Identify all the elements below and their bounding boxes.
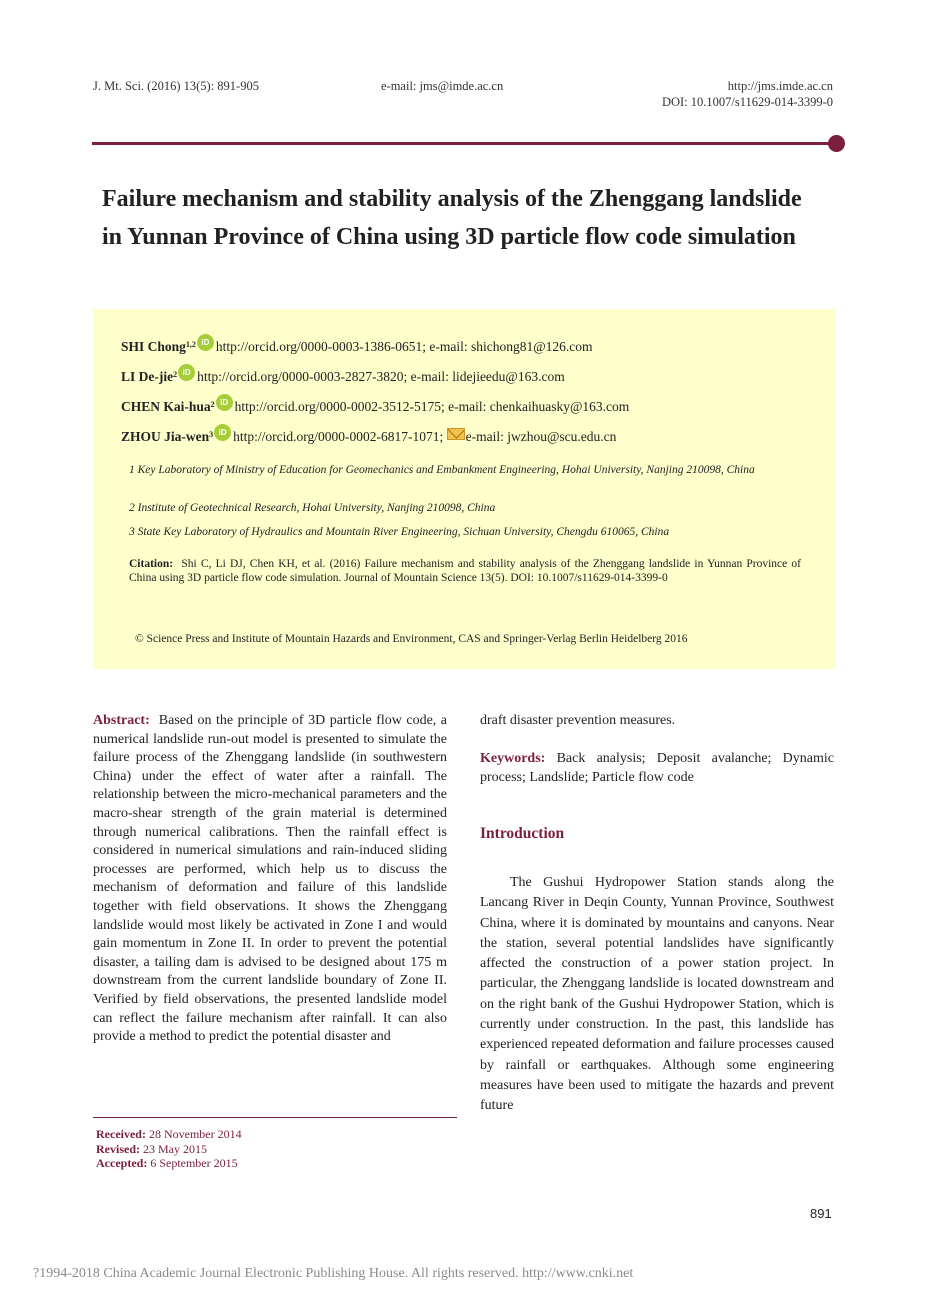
introduction-heading: Introduction (480, 825, 565, 842)
affiliation-text: 1 Key Laboratory of Ministry of Education for Geomechanics and Embankment Engineering, Hohai University, Nanjing 210098, China (129, 464, 755, 476)
abstract (93, 712, 447, 1047)
copyright: © Science Press and Institute of Mountain Hazards and Environment, CAS and Springer-Verlag Berlin Heidelberg 2016 (135, 633, 688, 645)
received-label: Received: (96, 1127, 146, 1141)
author-row-1 (121, 338, 593, 355)
keywords-text: Back analysis; Deposit avalanche; Dynamic process; Landslide; Particle flow code (480, 751, 835, 785)
paper-title: Failure mechanism and stability analysis of the Zhenggang landslide in Yunnan Province of China using 3D particle flow code simulation (102, 186, 802, 250)
author-row-2 (121, 368, 565, 385)
author-name: SHI Chong (121, 338, 186, 354)
citation-text: Shi C, Li DJ, Chen KH, et al. (2016) Failure mechanism and stability analysis of the Zhenggang landslide in Yunnan Province of China using 3D particle flow code simulation. Journal of Mountain Science 13(5). DOI: 10.1007/s11629-014-3399-0 (129, 558, 801, 584)
header-rule-dot (828, 135, 845, 152)
author-contact[interactable]: http://orcid.org/0000-0002-3512-5175; e-mail: chenkaihuasky@163.com (234, 398, 630, 414)
orcid-icon[interactable]: iD (178, 364, 195, 381)
author-name: ZHOU Jia-wen (121, 428, 210, 444)
author-affiliation-sup: 2 (173, 370, 178, 379)
keywords (480, 750, 834, 787)
received-date: 28 November 2014 (148, 1127, 242, 1141)
journal-url[interactable]: http://jms.imde.ac.cn (727, 79, 833, 93)
header-rule (92, 142, 832, 145)
citation-label: Citation: (129, 558, 174, 570)
article-dates (96, 1127, 242, 1171)
orcid-icon[interactable]: iD (214, 424, 231, 441)
author-contact[interactable]: http://orcid.org/0000-0003-1386-0651; e-mail: shichong81@126.com (215, 338, 593, 354)
author-row-3 (121, 398, 629, 415)
affiliation-3: 3 State Key Laboratory of Hydraulics and Mountain River Engineering, Sichuan University, Chengdu 610065, China (129, 526, 670, 538)
abstract-continuation: draft disaster prevention measures. (480, 713, 676, 728)
author-affiliation-sup: 2 (210, 400, 215, 409)
author-affiliation-sup: 1,2 (185, 340, 196, 349)
dates-rule (93, 1117, 457, 1118)
journal-reference: J. Mt. Sci. (2016) 13(5): 891-905 (93, 79, 259, 93)
abstract-label: Abstract: (93, 713, 150, 728)
citation (129, 557, 801, 585)
page-number: 891 (810, 1206, 832, 1221)
author-contact[interactable]: http://orcid.org/0000-0003-2827-3820; e-mail: lidejieedu@163.com (197, 368, 565, 384)
author-name: LI De-jie (121, 368, 174, 384)
revised-date: 23 May 2015 (143, 1141, 207, 1156)
envelope-icon (447, 428, 465, 440)
orcid-icon[interactable]: iD (216, 394, 233, 411)
accepted-date: 6 September 2015 (150, 1156, 238, 1170)
author-row-4 (121, 428, 616, 445)
journal-email[interactable]: e-mail: jms@imde.ac.cn (381, 79, 504, 93)
accepted-label: Accepted: (96, 1156, 148, 1170)
doi: DOI: 10.1007/s11629-014-3399-0 (661, 95, 833, 109)
revised-label: Revised: (96, 1141, 140, 1156)
keywords-label: Keywords: (480, 751, 546, 766)
author-affiliation-sup: 3 (209, 430, 214, 439)
abstract-text: Based on the principle of 3D particle flow code, a numerical landslide run-out model is presented to simulate the failure process of the Zhenggang landslide (in southwestern China) under the effect of water after a rainfall. The relationship between the micro-mechanical parameters and the macro-shear strength of the grain material is determined through numerical calibrations. Then the rainfall effect is considered in numerical simulations and rain-induced sliding processes are performed, which help us to discuss the mechanism of deformation and failure of this landslide together with field observations. It shows the Zhenggang landslide would most likely be activated in Zone I and would gain momentum in Zone II. In order to prevent the potential disaster, a tailing dam is advised to be designed about 175 m downstream from the current landslide boundary of Zone II. Verified by field observations, the presented landslide model can reflect the failure mechanism after rainfall. It can also provide a method to predict the potential disaster and (93, 713, 448, 1045)
introduction-text: The Gushui Hydropower Station stands along the Lancang River in Deqin County, Yunnan Province, Southwest China, where it is dominated by mountains and canyons. Near the station, several potential landslides have significantly affected the construction of a power station project. In particular, the Zhenggang landslide is located downstream and on the right bank of the Gushui Hydropower Station, which is currently under construction. In the past, this landslide has experienced repeated deformation and failure processes caused by rainfall or earthquakes. Although some engineering measures have been used to mitigate the hazards and prevent future (480, 875, 834, 1114)
cnki-footer: ?1994-2018 China Academic Journal Electronic Publishing House. All rights reserved. http://www.cnki.net (33, 1266, 634, 1281)
author-contact[interactable]: http://orcid.org/0000-0002-6817-1071; (233, 428, 444, 444)
author-info-box (93, 309, 836, 669)
affiliation-1 (129, 463, 819, 477)
affiliation-2: 2 Institute of Geotechnical Research, Hohai University, Nanjing 210098, China (129, 502, 496, 514)
orcid-icon[interactable]: iD (197, 334, 214, 351)
author-name: CHEN Kai-hua (121, 398, 211, 414)
corresponding-email[interactable]: e-mail: jwzhou@scu.edu.cn (465, 428, 617, 444)
